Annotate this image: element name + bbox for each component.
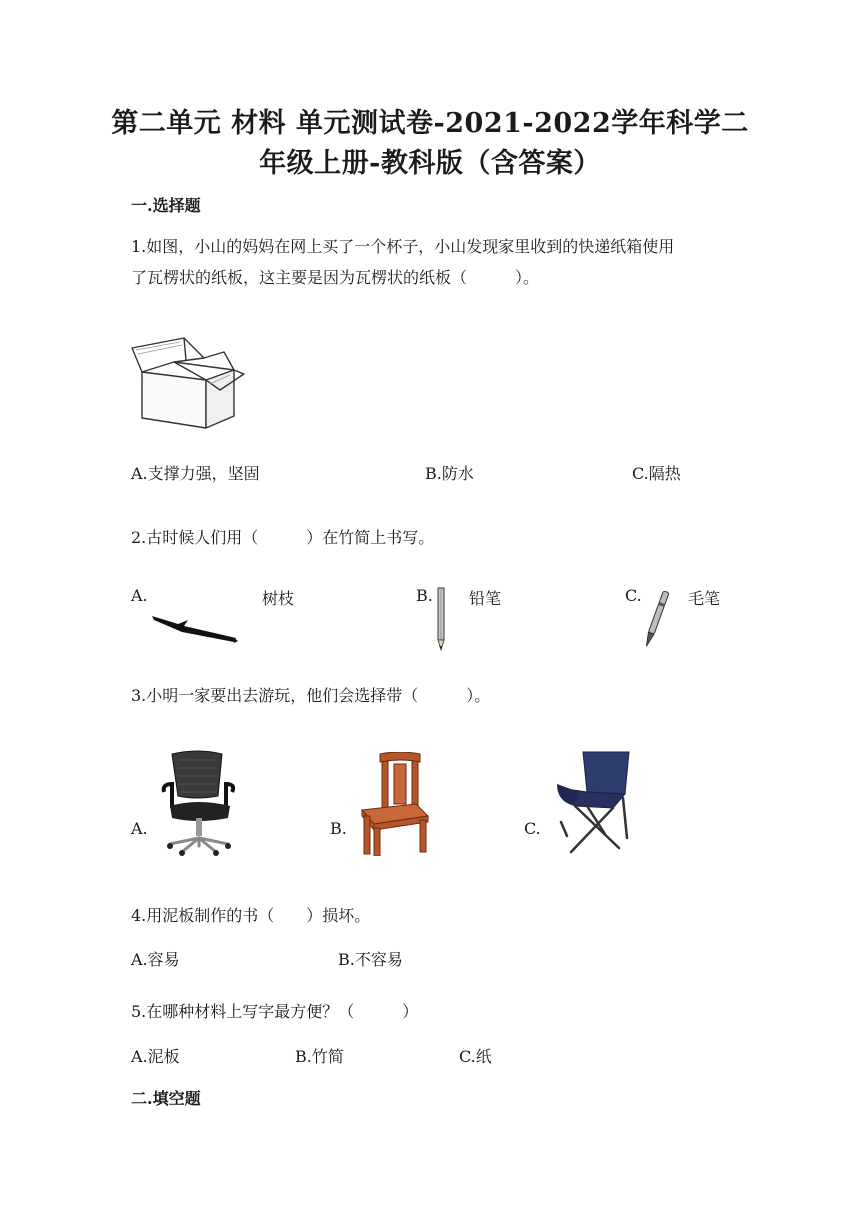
- question-3-option-b-letter: B.: [330, 819, 347, 838]
- question-2-option-a-letter: A.: [131, 586, 148, 605]
- question-5: 5.在哪种材料上写字最方便？（ ）: [131, 1002, 419, 1021]
- question-4: 4.用泥板制作的书（ ）损坏。: [131, 906, 371, 925]
- question-4-option-a: A.容易: [131, 950, 180, 969]
- question-5-option-a: A.泥板: [131, 1047, 180, 1066]
- question-1-line-2: 了瓦楞状的纸板，这主要是因为瓦楞状的纸板（ ）。: [131, 268, 540, 287]
- question-2-option-c-letter: C.: [625, 586, 642, 605]
- question-1-line-1: 1.如图，小山的妈妈在网上买了一个杯子，小山发现家里收到的快递纸箱使用: [131, 237, 675, 256]
- question-3-option-c-letter: C.: [524, 819, 541, 838]
- brush-pen-icon: [640, 588, 672, 652]
- branch-icon: [148, 610, 240, 646]
- pencil-icon: [435, 586, 447, 652]
- question-2-option-b-letter: B.: [416, 586, 433, 605]
- cardboard-box-image: [128, 330, 246, 430]
- question-2-option-c-label: 毛笔: [688, 589, 721, 608]
- question-3-option-a-letter: A.: [131, 819, 148, 838]
- section-heading-choice: 一.选择题: [131, 196, 201, 215]
- wooden-chair-icon: [354, 752, 434, 856]
- question-1-option-c: C.隔热: [632, 464, 681, 483]
- question-2: 2.古时候人们用（ ）在竹简上书写。: [131, 528, 435, 547]
- question-3: 3.小明一家要出去游玩，他们会选择带（ ）。: [131, 686, 491, 705]
- question-2-option-a-label: 树枝: [262, 589, 295, 608]
- question-2-option-b-label: 铅笔: [469, 589, 502, 608]
- document-title: [0, 104, 860, 184]
- question-4-option-b: B.不容易: [338, 950, 403, 969]
- title-line-2: 年级上册-教科版（含答案）: [259, 148, 601, 179]
- question-1: [131, 231, 731, 293]
- question-5-option-c: C.纸: [459, 1047, 492, 1066]
- section-heading-fill: 二.填空题: [131, 1089, 201, 1108]
- question-5-option-b: B.竹简: [295, 1047, 344, 1066]
- question-1-option-b: B.防水: [425, 464, 474, 483]
- office-chair-icon: [158, 748, 242, 856]
- title-line-1: 第二单元 材料 单元测试卷-2021-2022学年科学二: [111, 108, 749, 139]
- folding-chair-icon: [553, 748, 633, 856]
- question-1-option-a: A.支撑力强，坚固: [131, 464, 260, 483]
